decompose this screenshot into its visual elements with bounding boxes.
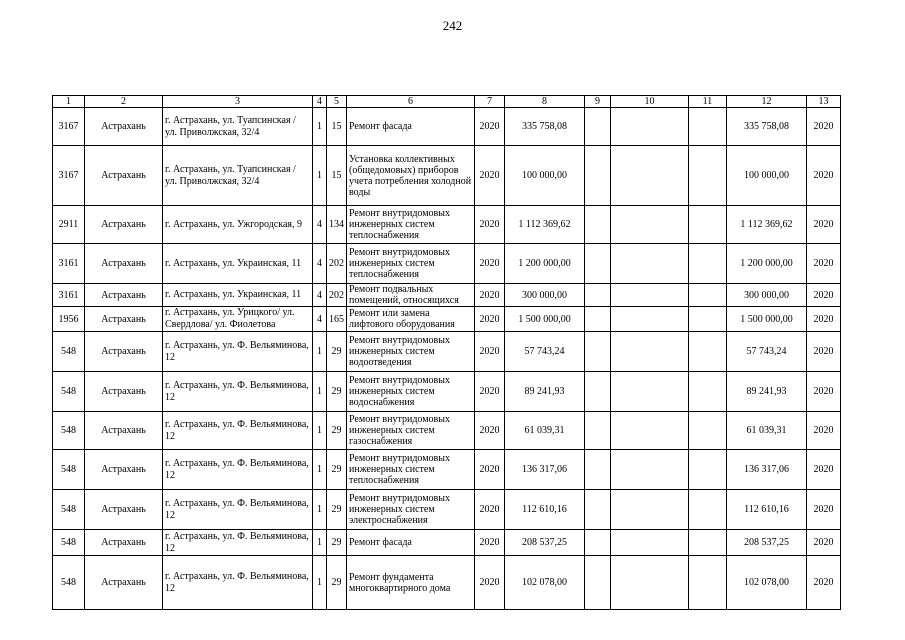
total-cell: 57 743,24 [727, 332, 807, 372]
row-id: 548 [53, 412, 85, 450]
col4-cell: 1 [313, 412, 327, 450]
col11-cell [689, 146, 727, 206]
city-cell: Астрахань [85, 450, 163, 490]
address-cell: г. Астрахань, ул. Ф. Вельяминова, 12 [163, 490, 313, 530]
col11-cell [689, 108, 727, 146]
col5-cell: 165 [327, 307, 347, 332]
col10-cell [611, 206, 689, 244]
city-cell: Астрахань [85, 206, 163, 244]
col13-cell: 2020 [807, 206, 841, 244]
col5-cell: 29 [327, 372, 347, 412]
col5-cell: 29 [327, 490, 347, 530]
column-number: 13 [807, 96, 841, 108]
col13-cell: 2020 [807, 284, 841, 307]
year-cell: 2020 [475, 244, 505, 284]
table-row [53, 307, 841, 332]
column-number: 1 [53, 96, 85, 108]
address-cell: г. Астрахань, ул. Ф. Вельяминова, 12 [163, 332, 313, 372]
col10-cell [611, 450, 689, 490]
work-type-cell: Ремонт внутридомовых инженерных систем теплоснабжения [347, 244, 475, 284]
address-cell: г. Астрахань, ул. Урицкого/ ул. Свердлова/ ул. Фиолетова [163, 307, 313, 332]
col13-cell: 2020 [807, 244, 841, 284]
row-id: 548 [53, 530, 85, 556]
col11-cell [689, 206, 727, 244]
col9-cell [585, 412, 611, 450]
col9-cell [585, 146, 611, 206]
city-cell: Астрахань [85, 307, 163, 332]
table-row [53, 412, 841, 450]
address-cell: г. Астрахань, ул. Ф. Вельяминова, 12 [163, 556, 313, 610]
row-id: 548 [53, 450, 85, 490]
col13-cell: 2020 [807, 307, 841, 332]
col4-cell: 1 [313, 450, 327, 490]
year-cell: 2020 [475, 450, 505, 490]
col9-cell [585, 332, 611, 372]
table-row [53, 206, 841, 244]
row-id: 548 [53, 556, 85, 610]
col11-cell [689, 332, 727, 372]
col11-cell [689, 556, 727, 610]
col4-cell: 4 [313, 244, 327, 284]
col9-cell [585, 556, 611, 610]
row-id: 548 [53, 372, 85, 412]
total-cell: 300 000,00 [727, 284, 807, 307]
repair-program-table [52, 95, 841, 610]
year-cell: 2020 [475, 530, 505, 556]
amount-cell: 1 200 000,00 [505, 244, 585, 284]
col11-cell [689, 450, 727, 490]
col4-cell: 1 [313, 372, 327, 412]
total-cell: 335 758,08 [727, 108, 807, 146]
total-cell: 112 610,16 [727, 490, 807, 530]
col9-cell [585, 307, 611, 332]
col11-cell [689, 372, 727, 412]
amount-cell: 112 610,16 [505, 490, 585, 530]
table-row [53, 244, 841, 284]
total-cell: 89 241,93 [727, 372, 807, 412]
row-id: 548 [53, 490, 85, 530]
city-cell: Астрахань [85, 146, 163, 206]
work-type-cell: Ремонт подвальных помещений, относящихся [347, 284, 475, 307]
row-id: 548 [53, 332, 85, 372]
address-cell: г. Астрахань, ул. Украинская, 11 [163, 244, 313, 284]
row-id: 1956 [53, 307, 85, 332]
city-cell: Астрахань [85, 556, 163, 610]
col13-cell: 2020 [807, 412, 841, 450]
amount-cell: 61 039,31 [505, 412, 585, 450]
total-cell: 1 112 369,62 [727, 206, 807, 244]
column-number: 7 [475, 96, 505, 108]
amount-cell: 57 743,24 [505, 332, 585, 372]
amount-cell: 136 317,06 [505, 450, 585, 490]
col10-cell [611, 307, 689, 332]
col9-cell [585, 284, 611, 307]
col4-cell: 1 [313, 490, 327, 530]
col11-cell [689, 490, 727, 530]
total-cell: 61 039,31 [727, 412, 807, 450]
col10-cell [611, 372, 689, 412]
amount-cell: 100 000,00 [505, 146, 585, 206]
column-number: 8 [505, 96, 585, 108]
year-cell: 2020 [475, 284, 505, 307]
col10-cell [611, 412, 689, 450]
row-id: 3161 [53, 284, 85, 307]
col13-cell: 2020 [807, 146, 841, 206]
amount-cell: 208 537,25 [505, 530, 585, 556]
total-cell: 1 200 000,00 [727, 244, 807, 284]
city-cell: Астрахань [85, 372, 163, 412]
col5-cell: 15 [327, 146, 347, 206]
total-cell: 1 500 000,00 [727, 307, 807, 332]
address-cell: г. Астрахань, ул. Украинская, 11 [163, 284, 313, 307]
col13-cell: 2020 [807, 332, 841, 372]
total-cell: 208 537,25 [727, 530, 807, 556]
year-cell: 2020 [475, 490, 505, 530]
col10-cell [611, 490, 689, 530]
amount-cell: 89 241,93 [505, 372, 585, 412]
address-cell: г. Астрахань, ул. Ф. Вельяминова, 12 [163, 372, 313, 412]
city-cell: Астрахань [85, 244, 163, 284]
column-number: 2 [85, 96, 163, 108]
work-type-cell: Ремонт внутридомовых инженерных систем газоснабжения [347, 412, 475, 450]
col4-cell: 4 [313, 284, 327, 307]
work-type-cell: Ремонт фундамента многоквартирного дома [347, 556, 475, 610]
col13-cell: 2020 [807, 108, 841, 146]
column-number: 3 [163, 96, 313, 108]
year-cell: 2020 [475, 412, 505, 450]
work-type-cell: Ремонт фасада [347, 108, 475, 146]
col9-cell [585, 108, 611, 146]
col11-cell [689, 244, 727, 284]
total-cell: 102 078,00 [727, 556, 807, 610]
year-cell: 2020 [475, 332, 505, 372]
col5-cell: 202 [327, 284, 347, 307]
year-cell: 2020 [475, 307, 505, 332]
col10-cell [611, 108, 689, 146]
column-number: 9 [585, 96, 611, 108]
amount-cell: 1 112 369,62 [505, 206, 585, 244]
work-type-cell: Ремонт внутридомовых инженерных систем водоотведения [347, 332, 475, 372]
city-cell: Астрахань [85, 530, 163, 556]
address-cell: г. Астрахань, ул. Ф. Вельяминова, 12 [163, 530, 313, 556]
col4-cell: 1 [313, 332, 327, 372]
year-cell: 2020 [475, 206, 505, 244]
total-cell: 100 000,00 [727, 146, 807, 206]
address-cell: г. Астрахань, ул. Туапсинская / ул. Приволжская, 32/4 [163, 146, 313, 206]
amount-cell: 300 000,00 [505, 284, 585, 307]
address-cell: г. Астрахань, ул. Ф. Вельяминова, 12 [163, 412, 313, 450]
table-row [53, 372, 841, 412]
col4-cell: 1 [313, 556, 327, 610]
col13-cell: 2020 [807, 530, 841, 556]
year-cell: 2020 [475, 556, 505, 610]
amount-cell: 1 500 000,00 [505, 307, 585, 332]
work-type-cell: Ремонт внутридомовых инженерных систем теплоснабжения [347, 450, 475, 490]
row-id: 3161 [53, 244, 85, 284]
col5-cell: 29 [327, 332, 347, 372]
column-number: 10 [611, 96, 689, 108]
table-row [53, 556, 841, 610]
col10-cell [611, 244, 689, 284]
col9-cell [585, 490, 611, 530]
total-cell: 136 317,06 [727, 450, 807, 490]
col10-cell [611, 556, 689, 610]
city-cell: Астрахань [85, 108, 163, 146]
year-cell: 2020 [475, 372, 505, 412]
work-type-cell: Ремонт внутридомовых инженерных систем теплоснабжения [347, 206, 475, 244]
col4-cell: 1 [313, 108, 327, 146]
col5-cell: 15 [327, 108, 347, 146]
col11-cell [689, 412, 727, 450]
col9-cell [585, 450, 611, 490]
work-type-cell: Установка коллективных (общедомовых) приборов учета потребления холодной воды [347, 146, 475, 206]
col4-cell: 1 [313, 530, 327, 556]
col5-cell: 134 [327, 206, 347, 244]
col11-cell [689, 530, 727, 556]
table-row [53, 450, 841, 490]
year-cell: 2020 [475, 146, 505, 206]
address-cell: г. Астрахань, ул. Ужгородская, 9 [163, 206, 313, 244]
year-cell: 2020 [475, 108, 505, 146]
col13-cell: 2020 [807, 490, 841, 530]
column-number: 6 [347, 96, 475, 108]
table-row [53, 332, 841, 372]
column-number: 4 [313, 96, 327, 108]
col11-cell [689, 307, 727, 332]
col10-cell [611, 530, 689, 556]
address-cell: г. Астрахань, ул. Туапсинская / ул. Приволжская, 32/4 [163, 108, 313, 146]
col11-cell [689, 284, 727, 307]
amount-cell: 335 758,08 [505, 108, 585, 146]
table-row [53, 490, 841, 530]
col9-cell [585, 244, 611, 284]
work-type-cell: Ремонт фасада [347, 530, 475, 556]
col5-cell: 29 [327, 412, 347, 450]
col10-cell [611, 146, 689, 206]
col13-cell: 2020 [807, 372, 841, 412]
col9-cell [585, 530, 611, 556]
row-id: 3167 [53, 146, 85, 206]
row-id: 3167 [53, 108, 85, 146]
city-cell: Астрахань [85, 284, 163, 307]
table-row [53, 284, 841, 307]
row-id: 2911 [53, 206, 85, 244]
work-type-cell: Ремонт внутридомовых инженерных систем электроснабжения [347, 490, 475, 530]
col10-cell [611, 284, 689, 307]
col5-cell: 29 [327, 556, 347, 610]
amount-cell: 102 078,00 [505, 556, 585, 610]
col4-cell: 4 [313, 307, 327, 332]
col13-cell: 2020 [807, 556, 841, 610]
col9-cell [585, 372, 611, 412]
work-type-cell: Ремонт или замена лифтового оборудования [347, 307, 475, 332]
column-number: 12 [727, 96, 807, 108]
table-row [53, 146, 841, 206]
table-row [53, 108, 841, 146]
col4-cell: 4 [313, 206, 327, 244]
table-row [53, 530, 841, 556]
column-number-row [53, 96, 841, 108]
city-cell: Астрахань [85, 490, 163, 530]
page-number: 242 [442, 18, 463, 33]
work-type-cell: Ремонт внутридомовых инженерных систем водоснабжения [347, 372, 475, 412]
column-number: 11 [689, 96, 727, 108]
col5-cell: 29 [327, 530, 347, 556]
col5-cell: 29 [327, 450, 347, 490]
col4-cell: 1 [313, 146, 327, 206]
address-cell: г. Астрахань, ул. Ф. Вельяминова, 12 [163, 450, 313, 490]
city-cell: Астрахань [85, 332, 163, 372]
city-cell: Астрахань [85, 412, 163, 450]
col9-cell [585, 206, 611, 244]
col10-cell [611, 332, 689, 372]
col13-cell: 2020 [807, 450, 841, 490]
column-number: 5 [327, 96, 347, 108]
col5-cell: 202 [327, 244, 347, 284]
